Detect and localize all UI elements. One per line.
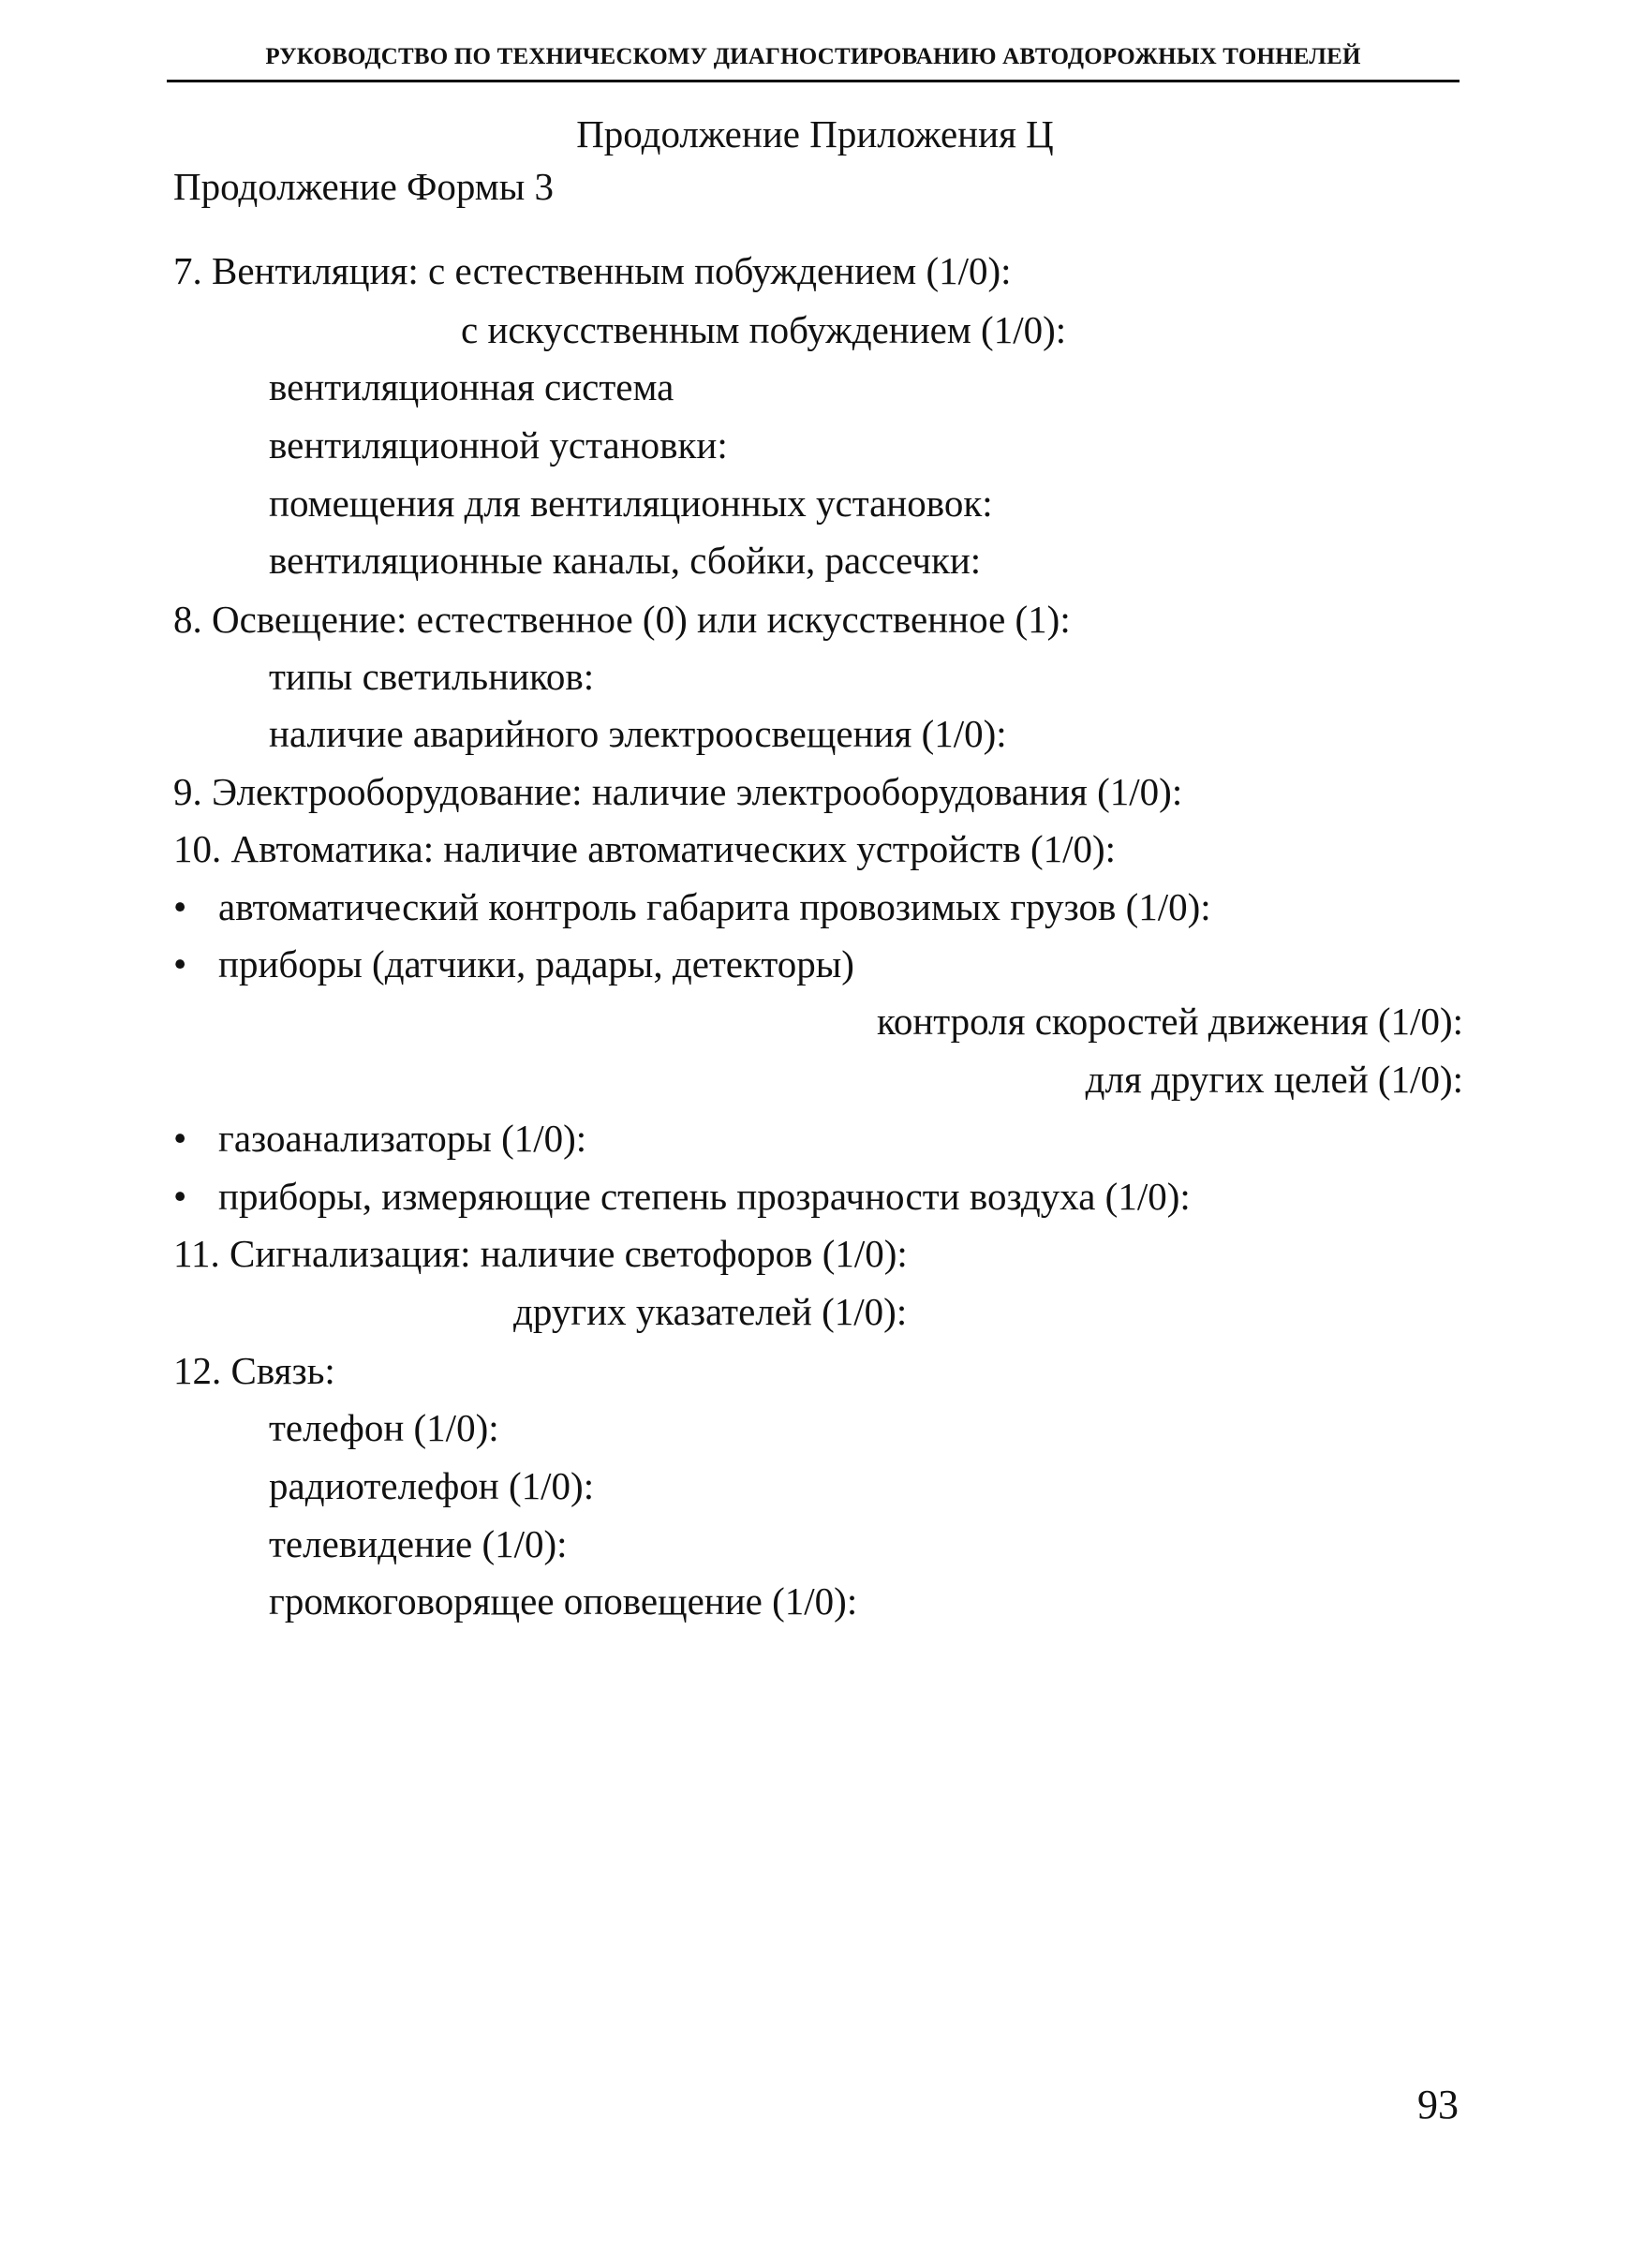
item-8-lamp-types: типы светильников: <box>269 655 595 698</box>
item-8-emergency: наличие аварийного электроосвещения (1/0): <box>269 712 1007 755</box>
item-7-system: вентиляционная система <box>269 365 674 408</box>
item-11-signaling: 11. Сигнализация: наличие светофоров (1/0): <box>173 1232 908 1275</box>
bullet-icon: • <box>173 885 187 928</box>
appendix-title: Продолжение Приложения Ц <box>576 112 1054 156</box>
item-10-automation: 10. Автоматика: наличие автоматических устройств (1/0): <box>173 827 1117 870</box>
item-9-electrical: 9. Электрооборудование: наличие электрооборудования (1/0): <box>173 770 1183 813</box>
item-12-radiotelephone: радиотелефон (1/0): <box>269 1464 595 1507</box>
bullet-icon: • <box>173 1175 187 1218</box>
page-number: 93 <box>1417 2082 1459 2127</box>
item-7-artificial: с искусственным побуждением (1/0): <box>461 308 1067 351</box>
bullet-text: газоанализаторы (1/0): <box>218 1117 587 1160</box>
header-rule <box>167 80 1460 82</box>
item-12-communication: 12. Связь: <box>173 1349 335 1392</box>
devices-speed-control: контроля скоростей движения (1/0): <box>876 1000 1463 1043</box>
bullet-icon: • <box>173 942 187 986</box>
bullet-icon: • <box>173 1117 187 1160</box>
item-12-loudspeaker: громкоговорящее оповещение (1/0): <box>269 1579 858 1623</box>
bullet-item-transparency <box>173 1173 1191 1220</box>
devices-other-purposes: для других целей (1/0): <box>1085 1058 1463 1101</box>
bullet-text: приборы, измеряющие степень прозрачности воздуха (1/0): <box>218 1175 1191 1218</box>
bullet-item-devices <box>173 941 854 987</box>
form-title: Продолжение Формы 3 <box>173 165 555 208</box>
item-12-television: телевидение (1/0): <box>269 1522 568 1565</box>
running-header: РУКОВОДСТВО ПО ТЕХНИЧЕСКОМУ ДИАГНОСТИРОВАНИЮ АВТОДОРОЖНЫХ ТОННЕЛЕЙ <box>265 44 1361 69</box>
item-11-other-indicators: других указателей (1/0): <box>513 1290 908 1333</box>
item-7-rooms: помещения для вентиляционных установок: <box>269 482 993 525</box>
bullet-item-gauge-control <box>173 883 1211 930</box>
item-8-lighting: 8. Освещение: естественное (0) или искусственное (1): <box>173 598 1071 641</box>
bullet-text: автоматический контроль габарита провозимых грузов (1/0): <box>218 885 1211 928</box>
item-7-channels: вентиляционные каналы, сбойки, рассечки: <box>269 539 982 582</box>
item-7-ventilation: 7. Вентиляция: с естественным побуждением (1/0): <box>173 249 1012 292</box>
bullet-item-gas-analyzers <box>173 1115 586 1162</box>
bullet-text: приборы (датчики, радары, детекторы) <box>218 942 854 986</box>
item-12-telephone: телефон (1/0): <box>269 1406 499 1449</box>
item-7-installations: вентиляционной установки: <box>269 423 728 467</box>
